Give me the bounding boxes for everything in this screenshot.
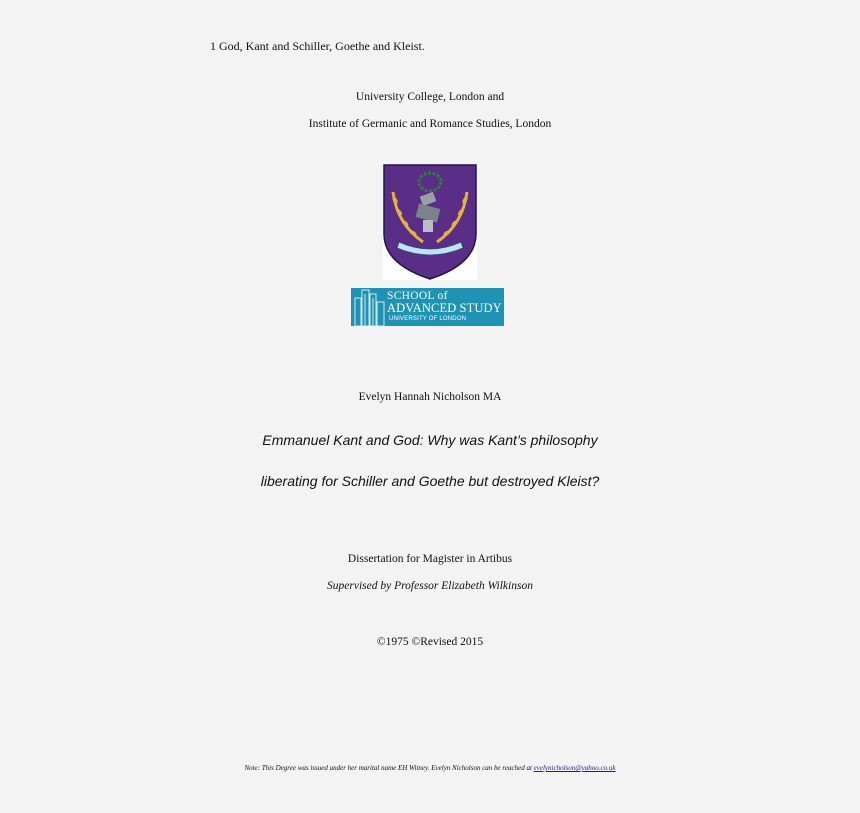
dissertation-line: Dissertation for Magister in Artibus (347, 553, 513, 565)
page-header: 1 God, Kant and Schiller, Goethe and Kleist. (210, 39, 425, 53)
supervisor-line: Supervised by Professor Elizabeth Wilkinson (327, 580, 533, 592)
copyright-line: ©1975 ©Revised 2015 (376, 636, 484, 648)
building-icon (353, 288, 387, 326)
ucl-crest-logo (383, 164, 477, 280)
sas-logo-line-3: UNIVERSITY OF LONDON (389, 316, 467, 322)
sas-logo-line-1: SCHOOL of (387, 290, 448, 302)
email-link[interactable]: evelynicholson@yahoo.co.uk (533, 764, 616, 772)
sas-logo-line-2: ADVANCED STUDY (387, 301, 502, 315)
title-line-2: liberating for Schiller and Goethe but destroyed Kleist? (260, 473, 600, 489)
author-name: Evelyn Hannah Nicholson MA (358, 391, 502, 403)
footnote-text: Note: This Degree was issued under her marital name EH Witney. Evelyn Nicholson can be reached at (244, 764, 534, 772)
institution-line-2: Institute of Germanic and Romance Studies, London (308, 118, 552, 130)
footnote (0, 764, 860, 772)
title-line-1: Emmanuel Kant and God: Why was Kant’s philosophy (262, 432, 598, 448)
school-of-advanced-study-logo (351, 288, 504, 326)
institution-line-1: University College, London and (355, 91, 505, 103)
